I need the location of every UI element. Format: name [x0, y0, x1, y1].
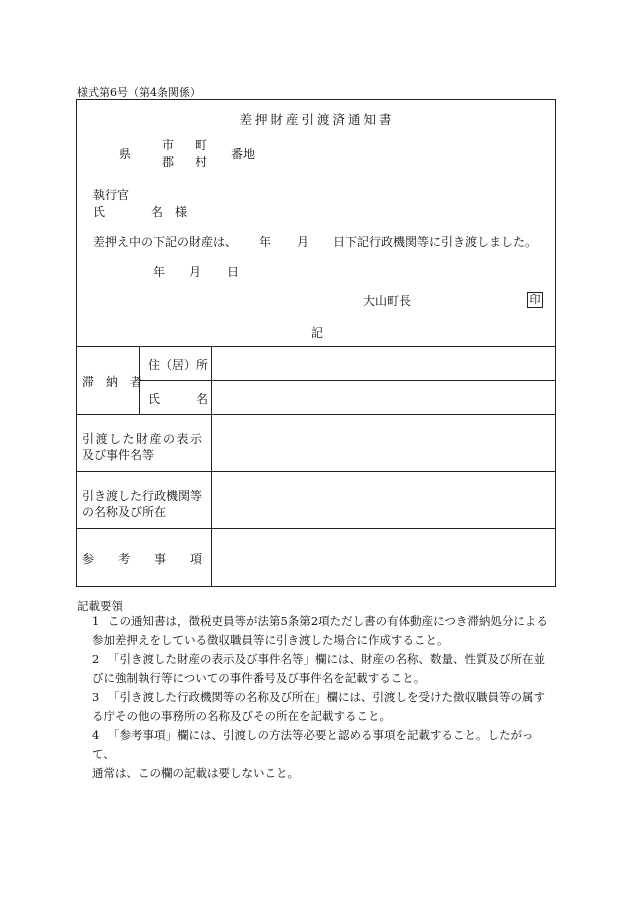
note-item-3 [92, 688, 552, 726]
table-row-divider [77, 414, 555, 415]
recipient-name-suffix: 名 様 [151, 205, 188, 219]
statement-month: 月 [297, 235, 310, 249]
property-header-line2: 及び事件名等 [82, 448, 155, 462]
statement-year: 年 [259, 235, 272, 249]
recipient-title: 執行官 [93, 188, 130, 202]
seal-mark: 印 [527, 292, 543, 308]
statement-text-2: 日下記行政機関等に引き渡しました。 [333, 235, 538, 249]
note-line: 通常は、この欄の記載は要しないこと。 [92, 766, 299, 780]
date-day: 日 [227, 265, 240, 279]
form-title: 差押財産引渡済通知書 [239, 112, 395, 127]
table-row-divider [77, 471, 555, 472]
county-label: 郡 [162, 155, 175, 169]
notes-heading: 記載要領 [77, 599, 123, 613]
note-number: 2 [92, 652, 100, 666]
note-line: る庁その他の事務所の名称及びその所在を記載すること。 [92, 709, 391, 723]
agency-header-line2: の名称及び所在 [82, 505, 167, 519]
statement-text-1: 差押え中の下記の財産は、 [93, 235, 238, 249]
name-header: 氏 名 [148, 392, 209, 406]
note-line: びに強制執行等についての事件番号及び事件名を記載すること。 [92, 671, 426, 685]
village-label: 村 [195, 155, 208, 169]
lot-number-label: 番地 [231, 147, 256, 161]
notice-form-frame [76, 99, 556, 587]
recipient-name-prefix: 氏 [93, 205, 106, 219]
ki-label: 記 [311, 326, 324, 340]
table-row-divider [139, 380, 555, 381]
agency-header-line1: 引き渡した行政機関等 [82, 489, 203, 503]
date-month: 月 [189, 265, 202, 279]
town-label: 町 [195, 138, 208, 152]
prefecture-label: 県 [119, 147, 132, 161]
table-column-divider [211, 346, 212, 586]
table-row-divider [77, 528, 555, 529]
table-top-border [77, 346, 555, 347]
note-line: 参加差押えをしている徴収職員等に引き渡した場合に作成すること。 [92, 633, 449, 647]
issuer-name: 大山町長 [363, 294, 412, 308]
date-year: 年 [153, 265, 166, 279]
property-header-line1: 引渡した財産の表示 [82, 432, 204, 446]
form-number-label: 様式第6号（第4条関係） [77, 86, 201, 99]
note-line: 「参考事項」欄には、引渡しの方法等必要と認める事項を記載すること。したがって、 [92, 728, 534, 761]
note-item-1 [92, 612, 552, 650]
remarks-header: 参 考 事 項 [82, 552, 203, 566]
note-number: 3 [92, 690, 100, 704]
note-item-2 [92, 650, 552, 688]
city-label: 市 [162, 138, 175, 152]
note-number: 1 [92, 614, 100, 628]
note-line: この通知書は，徴税吏員等が法第5条第2項ただし書の有体動産につき滞納処分による [108, 614, 548, 628]
delinquent-label: 滞 納 者 [82, 375, 143, 389]
note-line: 「引き渡した財産の表示及び事件名等」欄には、財産の名称、数量、性質及び所在並 [108, 652, 545, 666]
address-header: 住（居）所 [148, 358, 209, 372]
note-line: 「引き渡した行政機関等の名称及び所在」欄には、引渡しを受けた徴収職員等の属す [108, 690, 545, 704]
note-item-4 [92, 726, 552, 783]
note-number: 4 [92, 728, 100, 742]
